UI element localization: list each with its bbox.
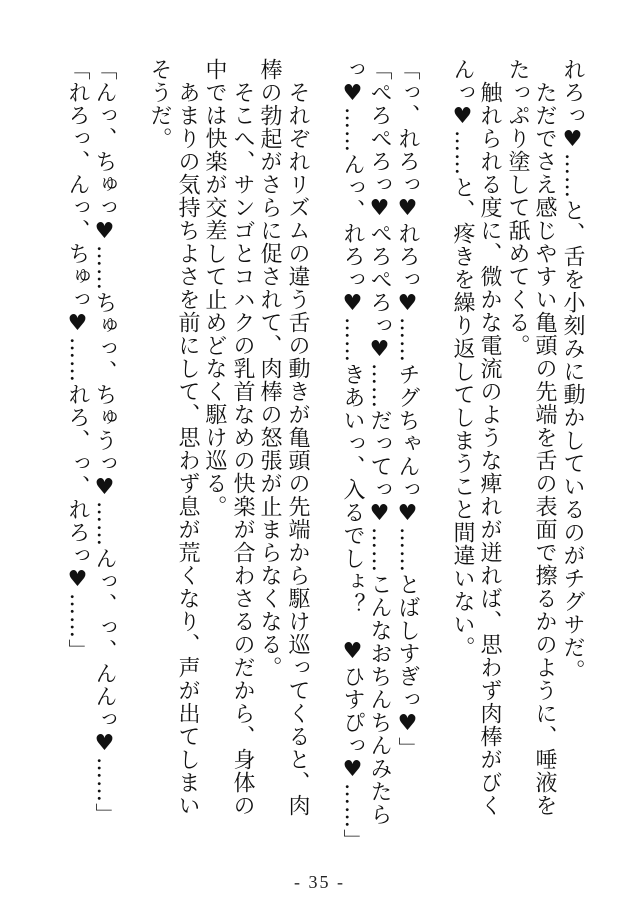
dialogue-line: っ♥……んっ、れろっ♥……きあいっ、入るでしょ？ ♥ひすぴっ♥……」 xyxy=(340,58,365,852)
text-line: それぞれリズムの違う舌の動きが亀頭の先端から駆け巡ってくると、肉 xyxy=(285,58,310,817)
text-line: 中では快楽が交差して止めどなく駆け巡る。 xyxy=(202,58,227,518)
text-line: んっ♥……と、疼きを繰り返してしまうこと間違いない。 xyxy=(450,58,475,659)
text-line: そうだ。 xyxy=(147,58,172,150)
text-line: 棒の勃起がさらに促されて、肉棒の怒張が止まらなくなる。 xyxy=(257,58,282,679)
text-line: 触れられる度に、微かな電流のような痺れが迸れば、思わず肉棒がびく xyxy=(477,58,502,817)
dialogue-line: 「ぺろぺろっ♥ぺろぺろっ♥……だってっ♥……こんなおちんちんみたら xyxy=(367,58,392,826)
dialogue-line: 「んっ、ちゅっ♥……ちゅっ、ちゅうっ♥……んっ、っ、んんっ♥……」 xyxy=(92,58,117,826)
dialogue-line: 「れろっ、んっ、ちゅっ♥……れろ、っ、れろっ♥……」 xyxy=(65,58,90,662)
text-line: そこへ、サンゴとコハクの乳首なめの快楽が合わさるのだから、身体の xyxy=(230,58,255,817)
dialogue-line: 「っ、れろっ♥れろっ♥……チグちゃんっ♥……とばしすぎっ♥」 xyxy=(395,58,420,760)
text-line: ただでさえ感じやすい亀頭の先端を舌の表面で擦るかのように、唾液を xyxy=(532,58,557,817)
text-line: あまりの気持ちよさを前にして、思わず息が荒くなり、声が出てしまい xyxy=(175,58,200,817)
page-number: - 35 - xyxy=(294,872,345,892)
text-line: れろっ♥……と、舌を小刻みに動かしているのがチグサだ。 xyxy=(560,58,585,682)
text-line: たっぷり塗して舐めてくる。 xyxy=(505,58,530,357)
